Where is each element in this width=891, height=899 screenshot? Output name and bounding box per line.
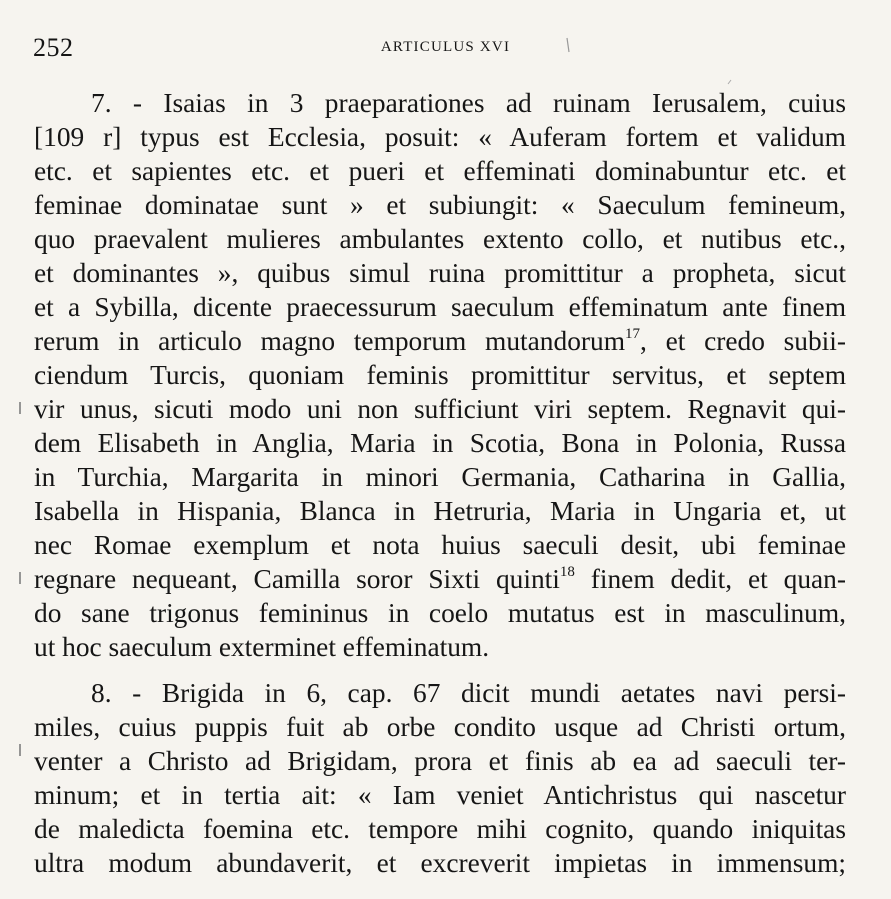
text-line: 7. - Isaias in 3 praeparationes ad ruinam Ierusalem, cuius bbox=[91, 88, 846, 118]
text-line: quo praevalent mulieres ambulantes extento collo, et nutibus etc., bbox=[34, 224, 846, 254]
scan-mark bbox=[728, 80, 731, 84]
text-line: regnare nequeant, Camilla soror Sixti quinti$^{18}$ finem dedit, et quan- bbox=[34, 564, 846, 594]
text-line: venter a Christo ad Brigidam, prora et finis ab ea ad saeculi ter- bbox=[34, 746, 846, 776]
text-line: miles, cuius puppis fuit ab orbe condito usque ad Christi ortum, bbox=[34, 712, 846, 742]
text-line: ut hoc saeculum exterminet effeminatum. bbox=[34, 632, 490, 662]
text-line: ultra modum abundaverit, et excreverit impietas in immensum; bbox=[34, 848, 846, 878]
running-head: ARTICULUS XVI bbox=[380, 39, 511, 55]
text-line: dem Elisabeth in Anglia, Maria in Scotia, Bona in Polonia, Russa bbox=[34, 428, 846, 458]
text-line: rerum in articulo magno temporum mutandorum$^{17}$, et credo subii- bbox=[34, 326, 846, 356]
text-line: [109 r] typus est Ecclesia, posuit: « Auferam fortem et validum bbox=[34, 122, 846, 152]
footnote-ref-18: 18 bbox=[559, 564, 575, 580]
text-line: et dominantes », quibus simul ruina promittitur a propheta, sicut bbox=[34, 258, 846, 288]
text-line: de maledicta foemina etc. tempore mihi cognito, quando iniquitas bbox=[34, 814, 846, 844]
text-line: etc. et sapientes etc. et pueri et effeminati dominabuntur etc. et bbox=[34, 156, 846, 186]
paragraph-8 bbox=[34, 676, 846, 880]
paragraph-7 bbox=[34, 86, 846, 664]
text-line: et a Sybilla, dicente praecessurum saeculum effeminatum ante finem bbox=[34, 292, 846, 322]
text-line: do sane trigonus femininus in coelo mutatus est in masculinum, bbox=[34, 598, 846, 628]
footnote-ref-17: 17 bbox=[625, 326, 641, 342]
text-line: 8. - Brigida in 6, cap. 67 dicit mundi aetates navi persi- bbox=[91, 678, 846, 708]
text-line: in Turchia, Margarita in minori Germania, Catharina in Gallia, bbox=[34, 462, 846, 492]
text-line: minum; et in tertia ait: « Iam veniet Antichristus qui nascetur bbox=[34, 780, 846, 810]
text-line: Isabella in Hispania, Blanca in Hetruria, Maria in Ungaria et, ut bbox=[34, 496, 846, 526]
text-line: feminae dominatae sunt » et subiungit: « Saeculum femineum, bbox=[34, 190, 846, 220]
page-body bbox=[34, 86, 846, 880]
page-number: 252 bbox=[33, 33, 74, 62]
text-line: vir unus, sicuti modo uni non sufficiunt viri septem. Regnavit qui- bbox=[34, 394, 846, 424]
text-line: ciendum Turcis, quoniam feminis promittitur servitus, et septem bbox=[34, 360, 846, 390]
text-line: nec Romae exemplum et nota huius saeculi desit, ubi feminae bbox=[34, 530, 846, 560]
